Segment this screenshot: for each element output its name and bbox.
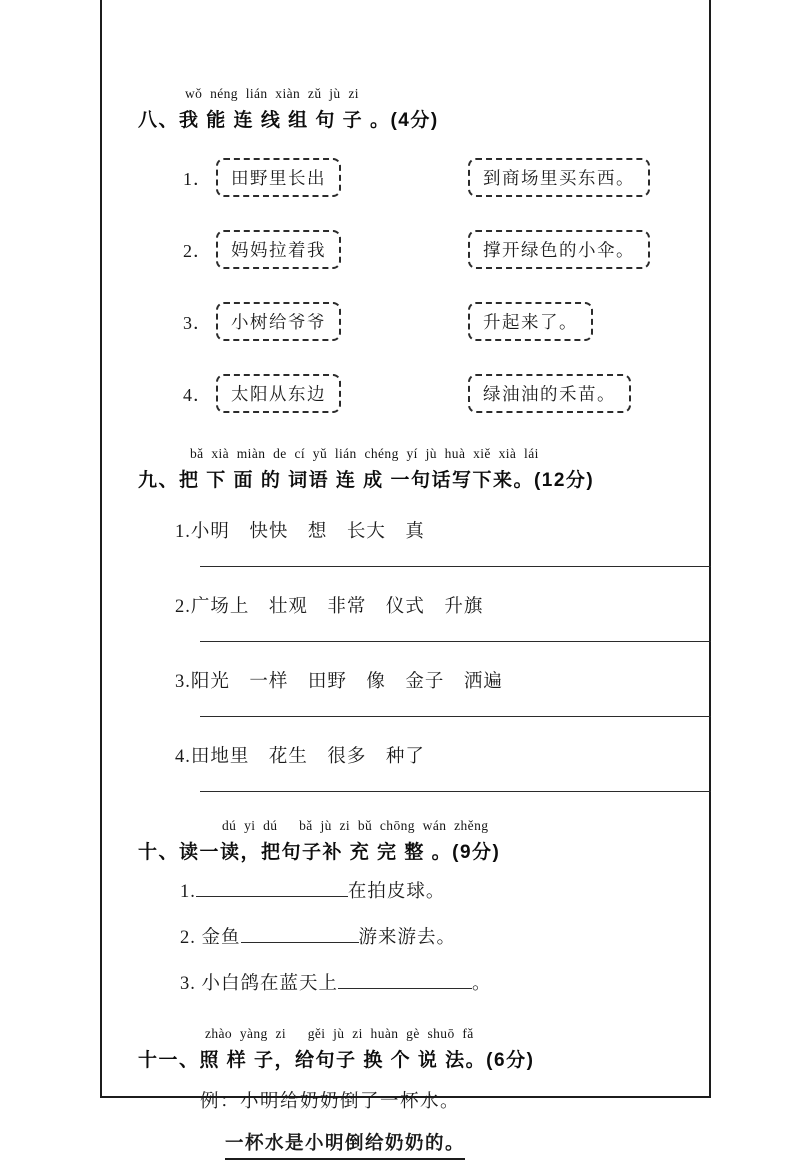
match-left-group [183,302,468,341]
match-left-group [183,374,468,413]
item-number: 3． [183,312,212,333]
match-row [183,230,711,269]
section-8-title: 八、我 能 连 线 组 句 子 。(4分) [138,110,439,131]
match-left-group [183,158,468,197]
section-10-title: 十、读一读，把句子补 充 完 整 。(9分) [138,842,501,863]
match-left-box[interactable]: 小树给爷爷 [216,302,341,341]
match-left-box[interactable]: 妈妈拉着我 [216,230,341,269]
word-list-item: 1.小明 快快 想 长大 真 [175,522,425,542]
item-number: 4． [183,384,212,405]
answer-line[interactable] [200,566,711,567]
fill-item-after: 在拍皮球。 [347,882,446,902]
section-8-pinyin: wǒ néng lián xiàn zǔ jù zi [185,86,359,101]
fill-item [180,877,711,910]
fill-item-before: 1. [180,882,196,902]
match-right-box[interactable]: 撑开绿色的小伞。 [468,230,650,269]
fill-item-before: 3. 小白鸽在蓝天上 [180,974,339,994]
worksheet-content [100,0,711,1154]
item-number: 2． [183,240,212,261]
matching-area [183,158,711,413]
section-11-title: 十一、照 样 子，给句子 换 个 说 法。(6分) [138,1050,535,1071]
section-9-word-order [138,446,711,792]
match-row [183,302,711,341]
section-8-match-sentences [138,86,711,413]
item-number: 1． [183,168,212,189]
word-list-item: 2.广场上 壮观 非常 仪式 升旗 [175,597,484,617]
section-11-pinyin: zhào yàng zi gěi jù zi huàn gè shuō fǎ [205,1026,474,1041]
fill-item-after: 游来游去。 [358,928,457,948]
fill-item-after: 。 [472,974,492,994]
match-right-box[interactable]: 到商场里买东西。 [468,158,650,197]
section-10-complete-sentences [138,814,711,1002]
word-list-item: 4.田地里 花生 很多 种了 [175,747,425,767]
fill-blank[interactable] [241,925,359,944]
fill-item [180,923,711,956]
fill-blank[interactable] [338,971,472,990]
match-row [183,374,711,413]
fill-item-before: 2. 金鱼 [180,928,241,948]
word-list-item: 3.阳光 一样 田野 像 金子 洒遍 [175,672,503,692]
match-left-box[interactable]: 太阳从东边 [216,374,341,413]
example-sentence: 例：小明给奶奶倒了一杯水。 [200,1092,461,1112]
section-9-pinyin: bǎ xià miàn de cí yǔ lián chéng yí jù huà xiě xià lái [190,446,539,461]
example-answer-underlined: 一杯水是小明倒给奶奶的。 [225,1129,465,1160]
match-left-group [183,230,468,269]
section-9-title: 九、把 下 面 的 词语 连 成 一句话写下来。(12分) [138,470,595,491]
match-left-box[interactable]: 田野里长出 [216,158,341,197]
fill-blank[interactable] [196,879,348,898]
answer-line[interactable] [200,716,711,717]
section-11-rewrite-sentence [138,1022,711,1160]
match-right-box[interactable]: 升起来了。 [468,302,593,341]
section-10-pinyin: dú yi dú bǎ jù zi bǔ chōng wán zhěng [222,818,489,833]
match-right-box[interactable]: 绿油油的禾苗。 [468,374,631,413]
answer-line[interactable] [200,641,711,642]
fill-item [180,969,711,1002]
answer-line[interactable] [200,791,711,792]
match-row [183,158,711,197]
